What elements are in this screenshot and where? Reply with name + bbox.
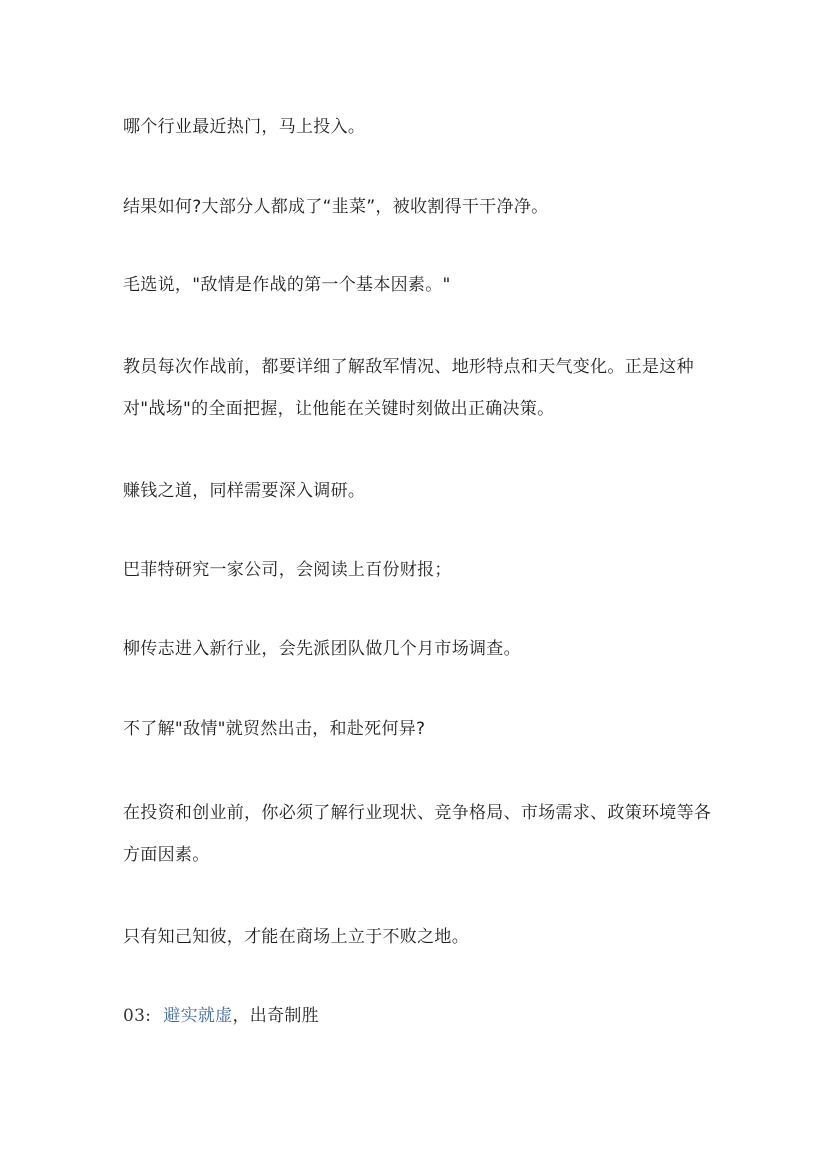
section-heading-link[interactable]: 避实就虚: [163, 1006, 233, 1026]
section-number: 03:: [123, 1006, 152, 1026]
section-heading-rest: ，出奇制胜: [232, 1006, 319, 1026]
paragraph-8: 不了解"敌情"就贸然出击，和赴死何异?: [123, 719, 426, 739]
paragraph-1: 哪个行业最近热门，马上投入。: [123, 117, 366, 137]
paragraph-6: 巴菲特研究一家公司，会阅读上百份财报；: [123, 560, 452, 580]
paragraph-9: 在投资和创业前，你必须了解行业现状、竞争格局、市场需求、政策环境等各方面因素。: [123, 803, 712, 865]
section-heading: [123, 995, 319, 1037]
paragraph-5: 赚钱之道，同样需要深入调研。: [123, 481, 366, 501]
paragraph-2: 结果如何?大部分人都成了“韭菜”，被收割得干干净净。: [123, 197, 549, 217]
paragraph-10: 只有知己知彼，才能在商场上立于不败之地。: [123, 927, 469, 947]
paragraph-7: 柳传志进入新行业，会先派团队做几个月市场调查。: [123, 639, 521, 659]
paragraph-4: 教员每次作战前，都要详细了解敌军情况、地形特点和天气变化。正是这种对"战场"的全面把握，让他能在关键时刻做出正确决策。: [123, 357, 694, 419]
paragraph-3: 毛选说，"敌情是作战的第一个基本因素。": [123, 275, 451, 295]
